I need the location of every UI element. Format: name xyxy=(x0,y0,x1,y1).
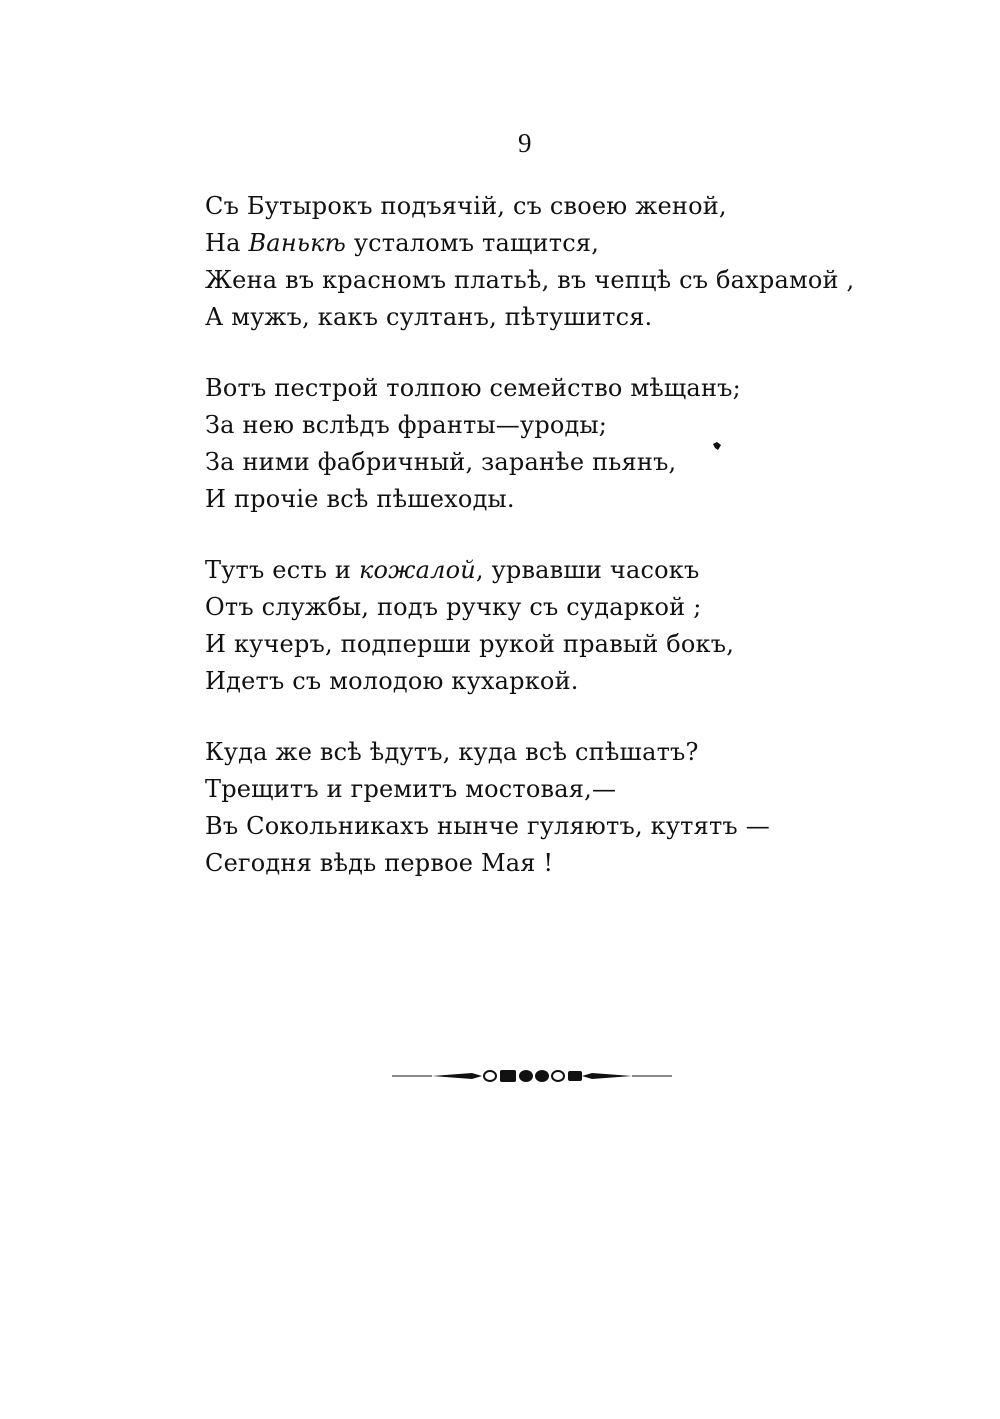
stanza-4 xyxy=(205,734,825,882)
poem-line: Сегодня вѣдь первое Мая ! xyxy=(205,849,554,877)
poem-line: Трещитъ и гремитъ мостовая,— xyxy=(205,775,617,803)
poem-line: И кучеръ, подперши рукой правый бокъ, xyxy=(205,630,735,658)
ink-speck-icon xyxy=(712,441,722,451)
poem-line: Въ Сокольникахъ нынче гуляютъ, кутятъ — xyxy=(205,812,770,840)
stanza-1 xyxy=(205,188,855,336)
poem-line: Идетъ съ молодою кухаркой. xyxy=(205,667,579,695)
poem xyxy=(205,188,855,916)
stanza-2 xyxy=(205,370,825,518)
ornamental-divider-icon xyxy=(392,1064,672,1088)
poem-line: Вотъ пестрой толпою семейство мѣщанъ; xyxy=(205,374,741,402)
poem-line: Куда же всѣ ѣдутъ, куда всѣ спѣшатъ? xyxy=(205,738,699,766)
poem-line: Тутъ есть и кожалой, урвавши часокъ xyxy=(205,556,700,584)
poem-line: За нею вслѣдъ франты—уроды; xyxy=(205,411,608,439)
stanza-3 xyxy=(205,552,825,700)
poem-line: Съ Бутырокъ подъячій, съ своею женой, xyxy=(205,192,727,220)
italic-word: Ванькѣ xyxy=(248,229,346,257)
poem-line: Отъ службы, подъ ручку съ сударкой ; xyxy=(205,593,702,621)
poem-line: А мужъ, какъ султанъ, пѣтушится. xyxy=(205,303,653,331)
poem-line: За ними фабричный, заранѣе пьянъ, xyxy=(205,448,677,476)
poem-line: И прочіе всѣ пѣшеходы. xyxy=(205,485,515,513)
page-number: 9 xyxy=(518,128,532,158)
poem-line: Жена въ красномъ платьѣ, въ чепцѣ съ бахрамой , xyxy=(205,266,855,294)
poem-line: На Ванькѣ усталомъ тащится, xyxy=(205,229,600,257)
italic-word: кожалой xyxy=(358,556,476,584)
